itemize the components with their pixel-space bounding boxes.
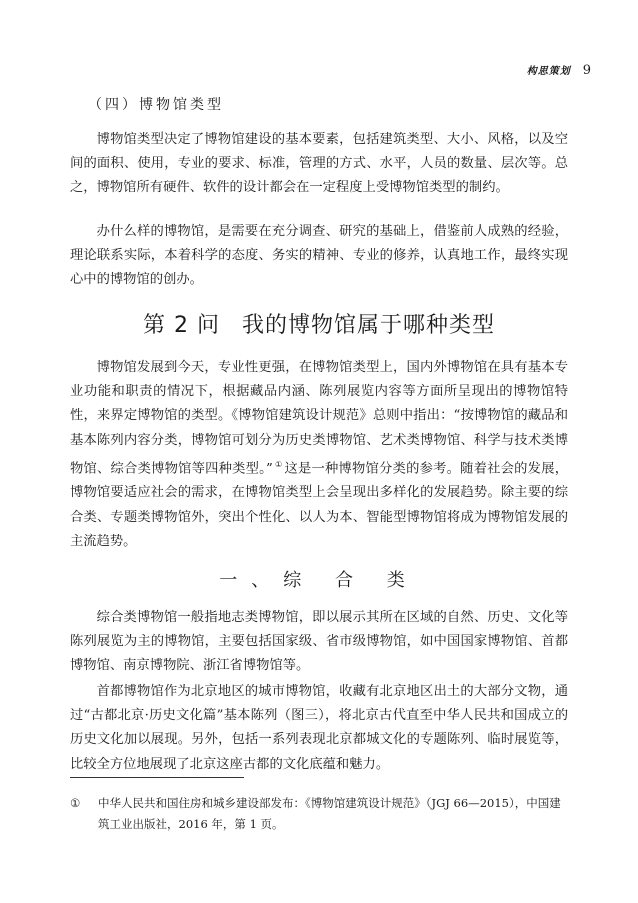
- section-heading: 一、综 合 类: [219, 570, 419, 591]
- paragraph: 首都博物馆作为北京地区的城市博物馆，收藏有北京地区出土的大部分文物，通过“古都北京·历史文化篇”基本陈列（图三），将北京古代直至中华人民共和国成立的历史文化加以展现。另外，包括一系列表现北京都城文化的专题陈列、临时展览等，比较全方位地展现了北京这座古都的文化底蕴和魅力。: [70, 684, 568, 772]
- chapter-title-text: 我的博物馆属于哪种类型: [241, 313, 495, 338]
- running-header: [527, 62, 592, 78]
- chapter-number: 第 2 问: [143, 313, 220, 338]
- chapter-title: [0, 308, 638, 339]
- paragraph-text: 博物馆发展到今天，专业性更强，在博物馆类型上，国内外博物馆在具有基本专业功能和职责的情况下，根据藏品内涵、陈列展览内容等方面所呈现出的博物馆特性，来界定博物馆的类型。《博物馆建筑设计规范》总则中指出：“按博物馆的藏品和基本陈列内容分类，博物馆可划分为历史类博物馆、艺术类博物馆、科学与技术类博物馆、综合类博物馆等四种类型。”: [70, 360, 568, 477]
- paragraph-text: 这是一种博物馆分类的参考。随着社会的发展，博物馆要适应社会的需求，在博物馆类型上会呈现出多样化的发展趋势。除主要的综合类、专题类博物馆外，突出个性化、以人为本、智能型博物馆将成为博物馆发展的主流趋势。: [70, 461, 569, 549]
- paragraph: 博物馆类型决定了博物馆建设的基本要素，包括建筑类型、大小、风格，以及空间的面积、使用，专业的要求、标准，管理的方式、水平，人员的数量、层次等。总之，博物馆所有硬件、软件的设计都会在一定程度上受博物馆类型的制约。: [70, 132, 568, 196]
- footnote-text: 中华人民共和国住房和城乡建设部发布：《博物馆建筑设计规范》（JGJ 66—2015），中国建筑工业出版社，2016 年，第 1 页。: [98, 796, 561, 831]
- paragraph: [70, 356, 568, 554]
- section-paragraph-block: [70, 606, 568, 679]
- page-number: 9: [582, 63, 592, 78]
- footnote-divider: [70, 777, 244, 778]
- section-paragraph-block-2: [70, 680, 568, 777]
- footnote-reference[interactable]: ①: [274, 459, 283, 469]
- footnote-mark: ①: [70, 796, 81, 810]
- paragraph: 办什么样的博物馆，是需要在充分调查、研究的基础上，借鉴前人成熟的经验，理论联系实际，本着科学的态度、务实的精神、专业的修养，认真地工作，最终实现心中的博物馆的创办。: [70, 224, 568, 288]
- intro-paragraph-block: [70, 128, 568, 201]
- intro-paragraph-block-2: [70, 220, 568, 293]
- chapter-paragraph-block: [70, 356, 568, 554]
- subsection-heading: （四）博物馆类型: [88, 97, 224, 113]
- footnote: [70, 793, 570, 835]
- running-title: 构思策划: [526, 66, 571, 77]
- paragraph: 综合类博物馆一般指地志类博物馆，即以展示其所在区域的自然、历史、文化等陈列展览为主的博物馆，主要包括国家级、省市级博物馆，如中国国家博物馆、首都博物馆、南京博物院、浙江省博物馆等。: [70, 610, 568, 674]
